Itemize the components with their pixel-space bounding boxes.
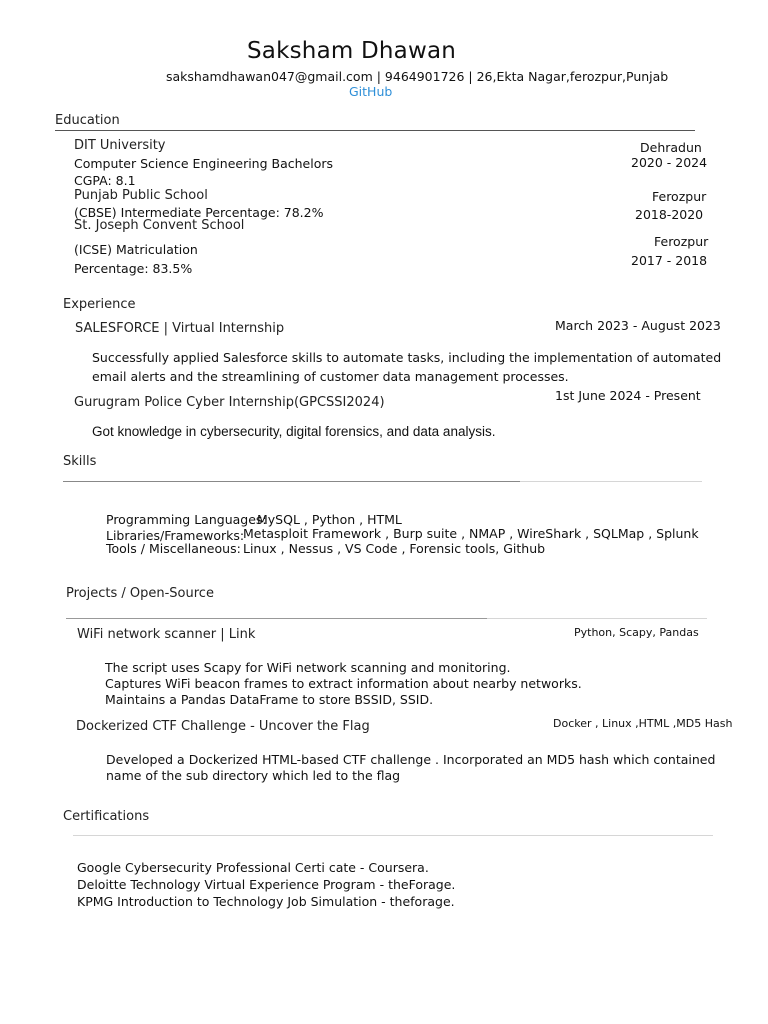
school-1-score: CGPA: 8.1 [74, 173, 136, 188]
resume-name: Saksham Dhawan [247, 38, 457, 64]
project-1-tech: Python, Scapy, Pandas [574, 626, 699, 639]
school-3-dates: 2017 - 2018 [631, 253, 708, 268]
experience-heading: Experience [63, 297, 136, 312]
skills-divider-end [520, 481, 702, 482]
job-1-line-1: Successfully applied Salesforce skills to automate tasks, including the implementation of automated [92, 350, 722, 365]
school-2-dates: 2018-2020 [635, 207, 704, 222]
school-1-dates: 2020 - 2024 [631, 155, 708, 170]
skills-heading: Skills [63, 454, 97, 469]
contact-line: sakshamdhawan047@gmail.com | 9464901726 | 26,Ekta Nagar,ferozpur,Punjab [166, 69, 669, 84]
certifications-divider [73, 835, 713, 836]
project-2-line-1: Developed a Dockerized HTML-based CTF challenge . Incorporated an MD5 hash which contained [106, 752, 716, 767]
job-2-line-1: Got knowledge in cybersecurity, digital forensics, and data analysis. [92, 424, 496, 439]
certification-item: Google Cybersecurity Professional Certi cate - Coursera. [77, 860, 429, 875]
job-2-dates: 1st June 2024 - Present [555, 388, 701, 403]
education-heading: Education [55, 113, 120, 128]
projects-divider [66, 618, 487, 619]
project-1-line-1: The script uses Scapy for WiFi network scanning and monitoring. [105, 660, 511, 675]
project-1-line-3: Maintains a Pandas DataFrame to store BSSID, SSID. [105, 692, 434, 707]
skills-tools-label: Tools / Miscellaneous: [106, 541, 241, 556]
skills-languages-value: MySQL , Python , HTML [257, 512, 402, 527]
certification-item: Deloitte Technology Virtual Experience Program - theForage. [77, 877, 456, 892]
job-1-line-2: email alerts and the streamlining of customer data management processes. [92, 369, 569, 384]
project-2-line-2: name of the sub directory which led to the flag [106, 768, 401, 783]
projects-divider-end [487, 618, 707, 619]
job-1-dates: March 2023 - August 2023 [555, 318, 721, 333]
skills-divider [63, 481, 520, 482]
school-3-degree: (ICSE) Matriculation [74, 242, 198, 257]
school-2-name: Punjab Public School [74, 188, 208, 203]
education-divider [55, 130, 695, 131]
project-1-line-2: Captures WiFi beacon frames to extract information about nearby networks. [105, 676, 582, 691]
skills-languages-label: Programming Languages: [106, 512, 267, 527]
project-2-tech: Docker , Linux ,HTML ,MD5 Hash [553, 717, 733, 730]
job-2-title: Gurugram Police Cyber Internship(GPCSSI2024) [74, 395, 385, 410]
school-1-location: Dehradun [640, 140, 702, 155]
school-3-name: St. Joseph Convent School [74, 218, 245, 233]
school-2-degree: (CBSE) Intermediate Percentage: 78.2% [74, 205, 324, 220]
project-2-title: Dockerized CTF Challenge - Uncover the Flag [76, 719, 370, 734]
school-3-score: Percentage: 83.5% [74, 261, 193, 276]
school-1-degree: Computer Science Engineering Bachelors [74, 156, 334, 171]
skills-tools-value: Linux , Nessus , VS Code , Forensic tools, Github [243, 541, 546, 556]
project-1-title: WiFi network scanner | Link [77, 627, 256, 642]
school-3-location: Ferozpur [654, 234, 709, 249]
github-link[interactable]: GitHub [349, 84, 393, 99]
school-2-location: Ferozpur [652, 189, 707, 204]
job-1-title: SALESFORCE | Virtual Internship [75, 321, 285, 336]
certification-item: KPMG Introduction to Technology Job Simulation - theforage. [77, 894, 455, 909]
projects-heading: Projects / Open-Source [66, 586, 214, 601]
school-1-name: DIT University [74, 138, 166, 153]
skills-libraries-value: Metasploit Framework , Burp suite , NMAP , WireShark , SQLMap , Splunk [243, 526, 699, 541]
skills-libraries-label: Libraries/Frameworks: [106, 528, 245, 543]
certifications-heading: Certifications [63, 809, 150, 824]
